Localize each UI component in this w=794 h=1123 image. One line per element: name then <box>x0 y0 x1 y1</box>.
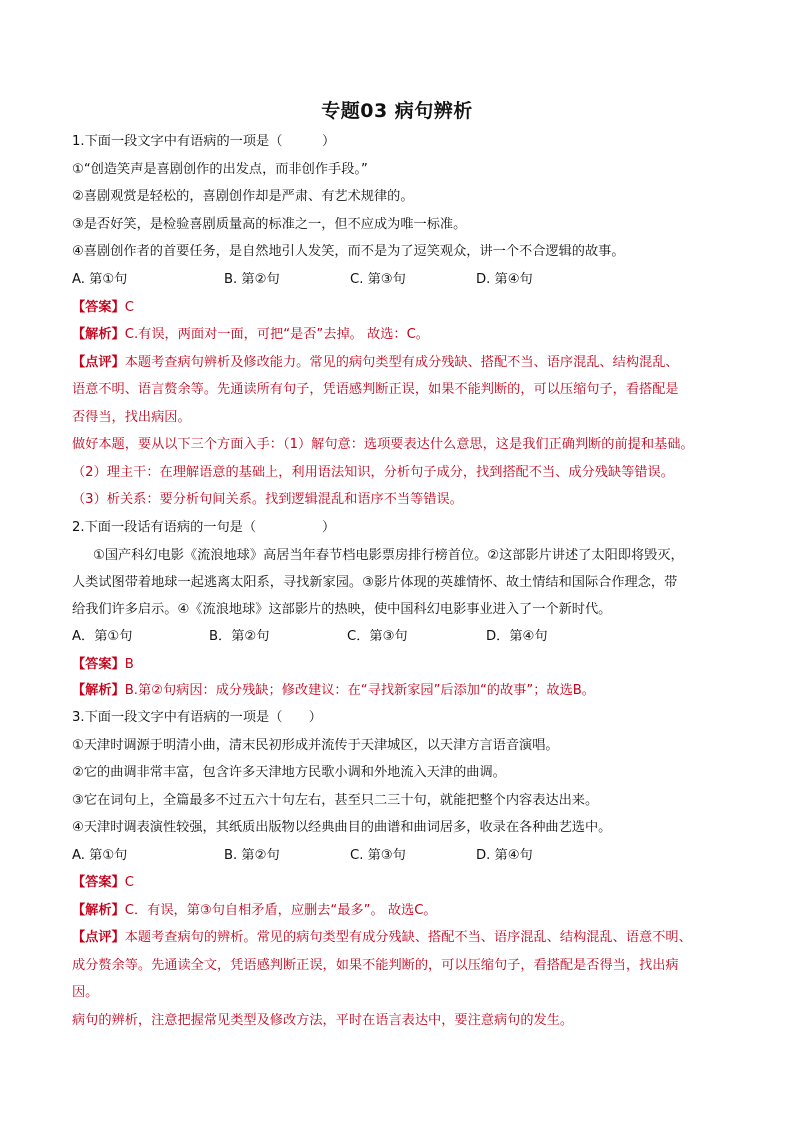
q1-sentence-3: ③是否好笑，是检验喜剧质量高的标准之一，但不应成为唯一标准。 <box>72 217 467 232</box>
q1-comment-tag: 【点评】 <box>72 355 125 370</box>
q2-passage-line-2: 人类试图带着地球一起逃离太阳系，寻找新家园。③影片体现的英雄情怀、故土情结和国际合作理念，带 <box>72 575 678 590</box>
q3-option-d: D. 第④句 <box>476 848 533 863</box>
q1-analysis-tag: 【解析】 <box>72 327 125 342</box>
q1-sentence-2: ②喜剧观赏是轻松的，喜剧创作却是严肃、有艺术规律的。 <box>72 189 414 204</box>
q2-option-a: A．第①句 <box>72 629 133 644</box>
q1-analysis <box>72 326 732 344</box>
q1-answer <box>72 299 732 317</box>
q1-tip-line-2: （2）理主干：在理解语意的基础上，利用语法知识，分析句子成分，找到搭配不当、成分残缺等错误。 <box>72 465 674 480</box>
q1-option-c: C. 第③句 <box>350 272 406 287</box>
q1-stem: 1.下面一段文字中有语病的一项是（ ） <box>72 134 336 149</box>
q1-analysis-text: C.有误，两面对一面，可把“是否”去掉。 故选：C。 <box>124 327 429 342</box>
q3-tip: 病句的辨析，注意把握常见类型及修改方法，平时在语言表达中，要注意病句的发生。 <box>72 1013 574 1028</box>
q1-sentence-1: ①“创造笑声是喜剧创作的出发点，而非创作手段。” <box>72 162 368 177</box>
q1-answer-value: C <box>124 300 134 315</box>
q1-comment-text-1: 本题考查病句辨析及修改能力。常见的病句类型有成分残缺、搭配不当、语序混乱、结构混乱、 <box>124 355 679 370</box>
page-title: 专题03 病句辨析 <box>321 100 473 122</box>
q3-comment-line-2: 成分赘余等。先通读全文，凭语感判断正误，如果不能判断的，可以压缩句子，看搭配是否得当，找出病 <box>72 958 679 973</box>
q2-answer <box>72 656 732 674</box>
q2-answer-tag: 【答案】 <box>72 657 125 672</box>
q1-comment-line-2: 语意不明、语言赘余等。先通读所有句子，凭语感判断正误，如果不能判断的，可以压缩句子，看搭配是 <box>72 382 679 397</box>
q3-sentence-2: ②它的曲调非常丰富，包含许多天津地方民歌小调和外地流入天津的曲调。 <box>72 765 506 780</box>
q1-option-b: B. 第②句 <box>224 272 280 287</box>
q2-passage-line-3: 给我们许多启示。④《流浪地球》这部影片的热映，使中国科幻电影事业进入了一个新时代。 <box>72 602 612 617</box>
q3-answer <box>72 874 732 892</box>
q3-analysis-text: C．有误，第③句自相矛盾，应删去“最多”。 故选C。 <box>124 903 437 918</box>
q3-option-c: C. 第③句 <box>350 848 406 863</box>
q1-comment-line-3: 否得当，找出病因。 <box>72 410 191 425</box>
q1-tip-line-1: 做好本题，要从以下三个方面入手：（1）解句意：选项要表达什么意思，这是我们正确判断的前提和基础。 <box>72 437 694 452</box>
q3-sentence-1: ①天津时调源于明清小曲，清末民初形成并流传于天津城区，以天津方言语音演唱。 <box>72 738 559 753</box>
q3-answer-tag: 【答案】 <box>72 875 125 890</box>
q1-option-d: D. 第④句 <box>476 272 533 287</box>
q3-sentence-4: ④天津时调表演性较强，其纸质出版物以经典曲目的曲谱和曲词居多，收录在各种曲艺选中。 <box>72 820 612 835</box>
q3-comment-line-3: 因。 <box>72 985 99 1000</box>
q1-sentence-4: ④喜剧创作者的首要任务，是自然地引人发笑，而不是为了逗笑观众，讲一个不合逻辑的故事。 <box>72 244 625 259</box>
q2-option-b: B．第②句 <box>209 629 270 644</box>
q3-answer-value: C <box>124 875 134 890</box>
q3-comment-line-1 <box>72 929 732 947</box>
q1-tip-line-3: （3）析关系：要分析句间关系。找到逻辑混乱和语序不当等错误。 <box>72 492 463 507</box>
q2-analysis-text: B.第②句病因：成分残缺；修改建议：在“寻找新家园”后添加“的故事”；故选B。 <box>124 683 595 698</box>
q1-answer-tag: 【答案】 <box>72 300 125 315</box>
q3-sentence-3: ③它在词句上，全篇最多不过五六十句左右，甚至只二三十句，就能把整个内容表达出来。 <box>72 793 599 808</box>
q3-analysis <box>72 902 732 920</box>
q2-option-c: C．第③句 <box>347 629 408 644</box>
q3-comment-text-1: 本题考查病句的辨析。常见的病句类型有成分残缺、搭配不当、语序混乱、结构混乱、语意不明、 <box>124 930 692 945</box>
q3-option-b: B. 第②句 <box>224 848 280 863</box>
q3-option-a: A. 第①句 <box>72 848 128 863</box>
q2-answer-value: B <box>124 657 134 672</box>
q1-comment-line-1 <box>72 354 732 372</box>
q3-stem: 3.下面一段文字中有语病的一项是（ ） <box>72 710 322 725</box>
q3-analysis-tag: 【解析】 <box>72 903 125 918</box>
q2-option-d: D．第④句 <box>486 629 548 644</box>
q3-comment-tag: 【点评】 <box>72 930 125 945</box>
q1-option-a: A. 第①句 <box>72 272 128 287</box>
q2-passage-line-1: ①国产科幻电影《流浪地球》高居当年春节档电影票房排行榜首位。②这部影片讲述了太阳即将毁灭， <box>93 548 684 563</box>
q2-analysis <box>72 682 732 700</box>
q2-stem: 2.下面一段话有语病的一句是（ ） <box>72 520 336 535</box>
q2-analysis-tag: 【解析】 <box>72 683 125 698</box>
